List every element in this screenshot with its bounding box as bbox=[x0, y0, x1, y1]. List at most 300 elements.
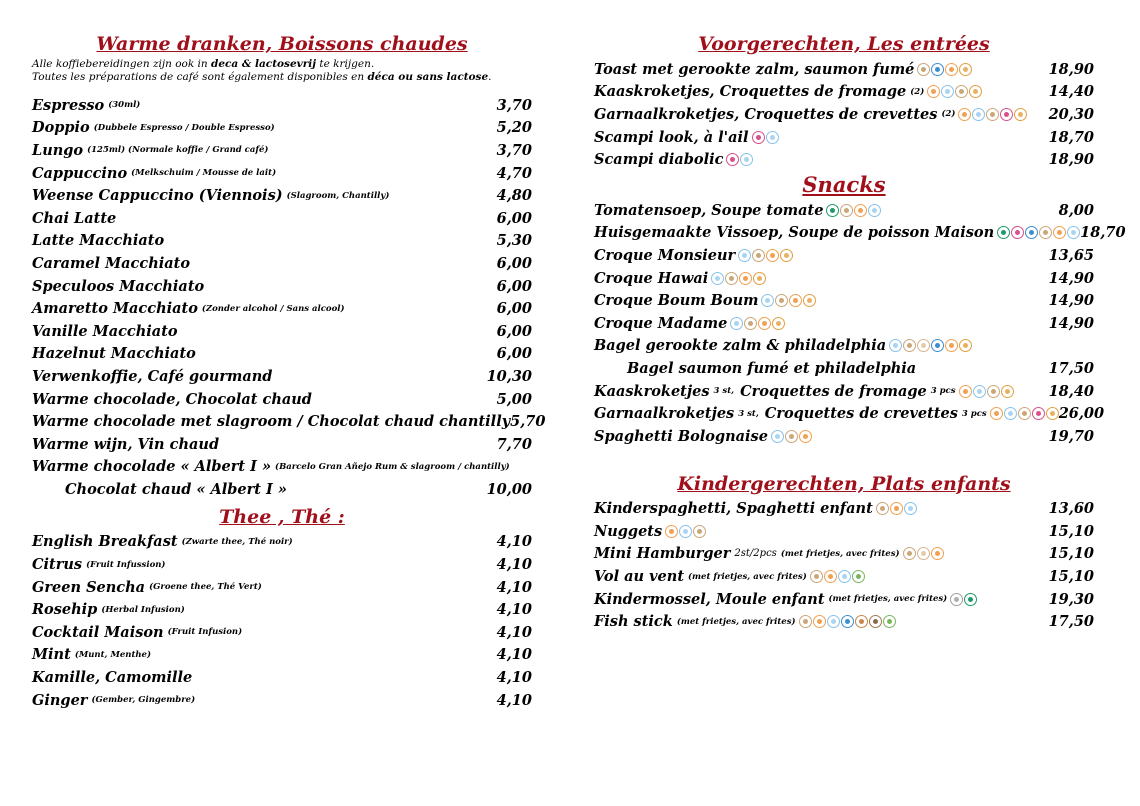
item-description: (125ml) (Normale koffie / Grand café) bbox=[87, 145, 269, 156]
milk-allergen-icon bbox=[941, 85, 954, 98]
item-name: Cocktail Maison bbox=[32, 623, 164, 641]
item-name: Chai Latte bbox=[32, 209, 117, 227]
menu-item-name bbox=[32, 624, 242, 641]
item-price: 18,70 bbox=[1048, 128, 1094, 146]
item-price: 6,00 bbox=[496, 322, 532, 340]
egg-allergen-icon bbox=[945, 339, 958, 352]
menu-item-name bbox=[594, 247, 793, 264]
menu-item bbox=[32, 531, 532, 554]
item-price: 14,90 bbox=[1048, 314, 1094, 332]
egg-allergen-icon bbox=[665, 525, 678, 538]
allergen-icons bbox=[799, 615, 896, 628]
item-price: 5,30 bbox=[496, 232, 532, 250]
item-price: 18,40 bbox=[1048, 382, 1094, 400]
item-name: English Breakfast bbox=[32, 533, 178, 551]
menu-item-name bbox=[594, 224, 1080, 241]
allergen-icons bbox=[726, 153, 753, 166]
crustacean-allergen-icon bbox=[1000, 108, 1013, 121]
menu-item bbox=[594, 81, 1094, 104]
item-name: Doppio bbox=[32, 119, 90, 137]
peanut-allergen-icon bbox=[855, 615, 868, 628]
item-price: 13,60 bbox=[1048, 500, 1094, 518]
item-name: Rosehip bbox=[32, 601, 98, 619]
item-name: Kinderspaghetti, Spaghetti enfant bbox=[594, 500, 873, 518]
item-price: 15,10 bbox=[1048, 522, 1094, 540]
item-name: Green Sencha bbox=[32, 578, 146, 596]
item-name: Bagel saumon fumé et philadelphia bbox=[627, 359, 917, 377]
item-description: (Dubbele Espresso / Double Espresso) bbox=[93, 122, 275, 133]
item-name: Garnaalkroketjes, Croquettes de crevettes bbox=[594, 105, 938, 123]
gluten-allergen-icon bbox=[986, 108, 999, 121]
allergen-icons bbox=[711, 272, 766, 285]
milk-allergen-icon bbox=[973, 385, 986, 398]
menu-item-name bbox=[594, 83, 982, 100]
item-name: Tomatensoep, Soupe tomate bbox=[594, 201, 824, 219]
item-name: Citrus bbox=[32, 556, 83, 574]
menu-item-name bbox=[594, 360, 916, 377]
menu-item bbox=[594, 267, 1094, 290]
mustard-allergen-icon bbox=[959, 339, 972, 352]
item-description: (Munt, Menthe) bbox=[74, 649, 151, 660]
allergen-icons bbox=[810, 570, 865, 583]
menu-item bbox=[594, 402, 1105, 425]
milk-allergen-icon bbox=[730, 317, 743, 330]
menu-item bbox=[32, 644, 532, 667]
menu-item bbox=[594, 58, 1094, 81]
menu-item-name bbox=[32, 579, 262, 596]
menu-item-name bbox=[32, 646, 151, 663]
item-name: Lungo bbox=[32, 141, 84, 159]
item-price: 20,30 bbox=[1048, 105, 1094, 123]
menu-item-name bbox=[32, 187, 389, 204]
note-text: . bbox=[488, 71, 492, 83]
menu-item-name bbox=[594, 315, 785, 332]
menu-item-name bbox=[32, 97, 140, 114]
item-name: Warme chocolade « Albert I » bbox=[32, 458, 272, 476]
mustard-allergen-icon bbox=[969, 85, 982, 98]
milk-allergen-icon bbox=[904, 502, 917, 515]
warm-drinks-list bbox=[32, 94, 546, 501]
item-name: Huisgemaakte Vissoep, Soupe de poisson Maison bbox=[594, 224, 995, 242]
item-price: 5,20 bbox=[496, 119, 532, 137]
item-price: 14,40 bbox=[1048, 83, 1094, 101]
item-name-fr: Croquettes de fromage bbox=[740, 382, 927, 400]
item-name: Scampi diabolic bbox=[594, 151, 724, 169]
menu-item bbox=[594, 425, 1094, 448]
item-name: Latte Macchiato bbox=[32, 232, 165, 250]
menu-item bbox=[32, 297, 532, 320]
section-title-starters: Voorgerechten, Les entrées bbox=[698, 33, 990, 55]
menu-item-name bbox=[594, 428, 812, 445]
allergen-icons bbox=[927, 85, 982, 98]
menu-item-name bbox=[594, 591, 977, 608]
milk-allergen-icon bbox=[740, 153, 753, 166]
tea-list bbox=[32, 531, 532, 712]
starters-list bbox=[594, 58, 1094, 171]
menu-item bbox=[32, 621, 532, 644]
menu-item-name bbox=[32, 142, 268, 159]
decaf-note-nl bbox=[32, 58, 532, 71]
menu-item bbox=[594, 289, 1094, 312]
allergen-icons bbox=[950, 593, 977, 606]
menu-item bbox=[32, 139, 532, 162]
item-description: 3 st, bbox=[738, 408, 759, 419]
fish-allergen-icon bbox=[1025, 226, 1038, 239]
menu-item bbox=[32, 162, 532, 185]
item-description: (Slagroom, Chantilly) bbox=[286, 190, 390, 201]
milk-allergen-icon bbox=[1004, 407, 1017, 420]
milk-allergen-icon bbox=[738, 249, 751, 262]
menu-item bbox=[594, 610, 1094, 633]
decaf-note-fr bbox=[32, 71, 532, 84]
menu-item-name bbox=[594, 383, 1014, 400]
menu-item bbox=[32, 343, 532, 366]
item-price: 13,65 bbox=[1048, 246, 1094, 264]
crustacean-allergen-icon bbox=[1011, 226, 1024, 239]
menu-item bbox=[32, 320, 532, 343]
item-description: (met frietjes, avec frites) bbox=[676, 616, 796, 627]
gluten-allergen-icon bbox=[1018, 407, 1031, 420]
mustard-allergen-icon bbox=[1001, 385, 1014, 398]
milk-allergen-icon bbox=[711, 272, 724, 285]
item-price: 5,00 bbox=[496, 390, 532, 408]
menu-item bbox=[32, 666, 532, 689]
egg-allergen-icon bbox=[854, 204, 867, 217]
item-price: 19,70 bbox=[1048, 427, 1094, 445]
item-price: 4,80 bbox=[496, 187, 532, 205]
nuts-allergen-icon bbox=[869, 615, 882, 628]
egg-allergen-icon bbox=[890, 502, 903, 515]
gluten-allergen-icon bbox=[840, 204, 853, 217]
menu-item bbox=[594, 244, 1094, 267]
note-bold: deca & lactosevrij bbox=[211, 58, 317, 70]
item-description: (met frietjes, avec frites) bbox=[828, 594, 948, 605]
mustard-allergen-icon bbox=[1046, 407, 1059, 420]
menu-item-name bbox=[32, 458, 510, 475]
menu-item bbox=[594, 126, 1094, 149]
item-description: (Zonder alcohol / Sans alcool) bbox=[201, 303, 345, 314]
allergen-icons bbox=[771, 430, 812, 443]
item-price: 5,70 bbox=[510, 413, 546, 431]
item-price: 4,10 bbox=[496, 646, 532, 664]
note-bold: déca ou sans lactose bbox=[367, 71, 489, 83]
menu-item-name bbox=[32, 436, 219, 453]
mustard-allergen-icon bbox=[753, 272, 766, 285]
mustard-allergen-icon bbox=[803, 294, 816, 307]
egg-allergen-icon bbox=[758, 317, 771, 330]
gluten-allergen-icon bbox=[725, 272, 738, 285]
menu-item-name bbox=[594, 270, 766, 287]
spacer bbox=[32, 84, 532, 94]
gluten-allergen-icon bbox=[744, 317, 757, 330]
allergen-icons bbox=[730, 317, 785, 330]
menu-item-name bbox=[594, 613, 896, 630]
section-title-kids: Kindergerechten, Plats enfants bbox=[677, 472, 1011, 495]
item-price: 17,50 bbox=[1048, 359, 1094, 377]
item-name-fr: Croquettes de crevettes bbox=[764, 405, 958, 423]
allergen-icons bbox=[876, 502, 917, 515]
item-name: Warme wijn, Vin chaud bbox=[32, 435, 220, 453]
menu-item-name bbox=[32, 391, 312, 408]
item-name: Cappuccino bbox=[32, 164, 128, 182]
milk-allergen-icon bbox=[868, 204, 881, 217]
menu-item-name bbox=[32, 601, 185, 618]
egg-allergen-icon bbox=[945, 63, 958, 76]
item-price: 3,70 bbox=[496, 141, 532, 159]
allergen-icons bbox=[990, 407, 1059, 420]
egg-allergen-icon bbox=[813, 615, 826, 628]
menu-item bbox=[32, 478, 532, 501]
item-price: 4,10 bbox=[496, 578, 532, 596]
menu-item bbox=[594, 588, 1094, 611]
item-name: Warme chocolade, Chocolat chaud bbox=[32, 390, 312, 408]
soy-allergen-icon bbox=[883, 615, 896, 628]
gluten-allergen-icon bbox=[693, 525, 706, 538]
menu-item bbox=[32, 207, 532, 230]
allergen-icons bbox=[917, 63, 972, 76]
item-name: Croque Monsieur bbox=[594, 246, 736, 264]
allergen-icons bbox=[826, 204, 881, 217]
item-price: 3,70 bbox=[496, 96, 532, 114]
item-name: Kaaskroketjes, Croquettes de fromage bbox=[594, 83, 907, 101]
milk-allergen-icon bbox=[771, 430, 784, 443]
gluten-allergen-icon bbox=[876, 502, 889, 515]
sesame-allergen-icon bbox=[917, 339, 930, 352]
item-price: 14,90 bbox=[1048, 292, 1094, 310]
item-name: Speculoos Macchiato bbox=[32, 277, 205, 295]
item-price: 8,00 bbox=[1058, 201, 1094, 219]
menu-item bbox=[594, 380, 1094, 403]
menu-item bbox=[594, 565, 1094, 588]
menu-item-name bbox=[594, 151, 753, 168]
menu-item bbox=[32, 230, 532, 253]
crustacean-allergen-icon bbox=[726, 153, 739, 166]
egg-allergen-icon bbox=[927, 85, 940, 98]
gluten-allergen-icon bbox=[775, 294, 788, 307]
item-name: Spaghetti Bolognaise bbox=[594, 427, 768, 445]
item-price: 18,70 bbox=[1080, 224, 1126, 242]
mustard-allergen-icon bbox=[959, 63, 972, 76]
allergen-icons bbox=[738, 249, 793, 262]
menu-item-name bbox=[32, 481, 287, 498]
egg-allergen-icon bbox=[789, 294, 802, 307]
menu-item-name bbox=[32, 368, 272, 385]
menu-item bbox=[32, 433, 532, 456]
milk-allergen-icon bbox=[972, 108, 985, 121]
gluten-allergen-icon bbox=[903, 547, 916, 560]
item-name: Warme chocolade met slagroom / Chocolat chaud chantilly bbox=[32, 413, 511, 431]
item-name: Garnaalkroketjes bbox=[594, 405, 735, 423]
gluten-allergen-icon bbox=[917, 63, 930, 76]
soy-allergen-icon bbox=[852, 570, 865, 583]
menu-item-name bbox=[32, 232, 164, 249]
egg-allergen-icon bbox=[959, 385, 972, 398]
milk-allergen-icon bbox=[1067, 226, 1080, 239]
menu-item bbox=[32, 553, 532, 576]
menu-item bbox=[32, 598, 532, 621]
item-price: 6,00 bbox=[496, 300, 532, 318]
mustard-allergen-icon bbox=[772, 317, 785, 330]
item-portion: 2st/2pcs bbox=[734, 548, 777, 560]
item-description: (Herbal Infusion) bbox=[101, 604, 185, 615]
allergen-icons bbox=[889, 339, 972, 352]
item-price: 18,90 bbox=[1048, 151, 1094, 169]
item-name: Mint bbox=[32, 646, 71, 664]
spacer bbox=[594, 448, 1094, 470]
mollusc-allergen-icon bbox=[950, 593, 963, 606]
menu-item-name bbox=[594, 129, 779, 146]
celery-allergen-icon bbox=[964, 593, 977, 606]
item-price: 6,00 bbox=[496, 209, 532, 227]
item-name: Scampi look, à l'ail bbox=[594, 128, 749, 146]
menu-item-name bbox=[594, 568, 865, 585]
gluten-allergen-icon bbox=[785, 430, 798, 443]
item-name: Kindermossel, Moule enfant bbox=[594, 590, 825, 608]
allergen-icons bbox=[959, 385, 1014, 398]
item-description: (met frietjes, avec frites) bbox=[780, 548, 900, 559]
allergen-icons bbox=[958, 108, 1027, 121]
menu-item bbox=[32, 365, 532, 388]
menu-item bbox=[594, 543, 1094, 566]
menu-item-name bbox=[32, 119, 275, 136]
menu-item bbox=[594, 103, 1094, 126]
menu-item-name bbox=[32, 345, 196, 362]
menu-item-name bbox=[32, 413, 510, 430]
gluten-allergen-icon bbox=[987, 385, 1000, 398]
section-title-warm-drinks: Warme dranken, Boissons chaudes bbox=[96, 33, 468, 55]
item-name: Croque Boum Boum bbox=[594, 292, 759, 310]
menu-item-name bbox=[32, 323, 178, 340]
fish-allergen-icon bbox=[931, 63, 944, 76]
allergen-icons bbox=[761, 294, 816, 307]
item-description: (Groene thee, Thé Vert) bbox=[149, 582, 262, 593]
item-name: Caramel Macchiato bbox=[32, 254, 191, 272]
sesame-allergen-icon bbox=[917, 547, 930, 560]
milk-allergen-icon bbox=[889, 339, 902, 352]
menu-item-name bbox=[32, 165, 276, 182]
fish-allergen-icon bbox=[931, 339, 944, 352]
menu-item bbox=[32, 388, 532, 411]
egg-allergen-icon bbox=[766, 249, 779, 262]
menu-item-name bbox=[594, 405, 1059, 422]
item-description: (30ml) bbox=[108, 100, 141, 111]
menu-item-name bbox=[594, 545, 944, 562]
section-title-tea: Thee , Thé : bbox=[219, 505, 345, 528]
item-price: 10,00 bbox=[486, 480, 532, 498]
egg-allergen-icon bbox=[824, 570, 837, 583]
item-name: Vanille Macchiato bbox=[32, 322, 178, 340]
menu-item bbox=[32, 94, 532, 117]
menu-item-name bbox=[594, 523, 706, 540]
egg-allergen-icon bbox=[990, 407, 1003, 420]
menu-item bbox=[594, 148, 1094, 171]
item-description: (Melkschuim / Mousse de lait) bbox=[131, 168, 277, 179]
egg-allergen-icon bbox=[739, 272, 752, 285]
item-price: 17,50 bbox=[1048, 613, 1094, 631]
kids-list bbox=[594, 498, 1094, 634]
item-name: Nuggets bbox=[594, 522, 663, 540]
menu-item bbox=[32, 456, 532, 479]
item-price: 4,70 bbox=[496, 164, 532, 182]
menu-item bbox=[32, 576, 532, 599]
gluten-allergen-icon bbox=[955, 85, 968, 98]
item-name: Vol au vent bbox=[594, 568, 685, 586]
menu-item bbox=[32, 275, 532, 298]
item-name: Fish stick bbox=[594, 613, 673, 631]
menu-item bbox=[32, 117, 532, 140]
egg-allergen-icon bbox=[799, 430, 812, 443]
item-price: 15,10 bbox=[1048, 568, 1094, 586]
milk-allergen-icon bbox=[838, 570, 851, 583]
item-description: (2) bbox=[941, 109, 956, 120]
item-description: (Zwarte thee, Thé noir) bbox=[181, 536, 293, 547]
item-name: Toast met gerookte zalm, saumon fumé bbox=[594, 60, 915, 78]
menu-item-name bbox=[594, 106, 1027, 123]
item-price: 18,90 bbox=[1048, 60, 1094, 78]
item-price: 4,10 bbox=[496, 623, 532, 641]
menu-item-name bbox=[32, 278, 204, 295]
item-description: (met frietjes, avec frites) bbox=[688, 571, 807, 582]
egg-allergen-icon bbox=[931, 547, 944, 560]
menu-item bbox=[594, 199, 1094, 222]
item-name: Croque Hawai bbox=[594, 269, 709, 287]
egg-allergen-icon bbox=[958, 108, 971, 121]
menu-item bbox=[594, 498, 1094, 521]
item-price: 19,30 bbox=[1048, 590, 1094, 608]
menu-item-name bbox=[32, 669, 192, 686]
item-description: (Barcelo Gran Añejo Rum & slagroom / chantilly) bbox=[275, 461, 510, 472]
item-price: 10,30 bbox=[486, 367, 532, 385]
section-title-snacks: Snacks bbox=[802, 171, 886, 197]
item-description: (Gember, Gingembre) bbox=[91, 695, 196, 706]
item-name: Ginger bbox=[32, 691, 88, 709]
menu-item-name bbox=[32, 533, 293, 550]
gluten-allergen-icon bbox=[799, 615, 812, 628]
allergen-icons bbox=[665, 525, 706, 538]
mustard-allergen-icon bbox=[780, 249, 793, 262]
fish-allergen-icon bbox=[841, 615, 854, 628]
menu-item bbox=[32, 689, 532, 712]
crustacean-allergen-icon bbox=[752, 131, 765, 144]
menu-item bbox=[594, 520, 1094, 543]
item-name: Croque Madame bbox=[594, 314, 728, 332]
item-name: Amaretto Macchiato bbox=[32, 300, 198, 318]
note-text: Alle koffiebereidingen zijn ook in bbox=[32, 58, 211, 70]
item-name: Kamille, Camomille bbox=[32, 669, 193, 687]
menu-item-name bbox=[32, 300, 345, 317]
item-description: (Fruit Infussion) bbox=[86, 559, 166, 570]
menu-item bbox=[32, 252, 532, 275]
egg-allergen-icon bbox=[1053, 226, 1066, 239]
item-price: 15,10 bbox=[1048, 545, 1094, 563]
item-price: 4,10 bbox=[496, 556, 532, 574]
menu-item bbox=[594, 335, 1094, 358]
milk-allergen-icon bbox=[761, 294, 774, 307]
menu-item bbox=[594, 312, 1094, 335]
menu-item-name bbox=[32, 556, 165, 573]
item-price: 4,10 bbox=[496, 691, 532, 709]
item-name: Hazelnut Macchiato bbox=[32, 345, 196, 363]
gluten-allergen-icon bbox=[752, 249, 765, 262]
item-price: 14,90 bbox=[1048, 269, 1094, 287]
allergen-icons bbox=[997, 226, 1080, 239]
crustacean-allergen-icon bbox=[1032, 407, 1045, 420]
item-portion-fr: 3 pcs bbox=[930, 386, 956, 397]
milk-allergen-icon bbox=[827, 615, 840, 628]
menu-item-name bbox=[594, 61, 972, 78]
menu-item-name bbox=[32, 692, 195, 709]
mustard-allergen-icon bbox=[1014, 108, 1027, 121]
